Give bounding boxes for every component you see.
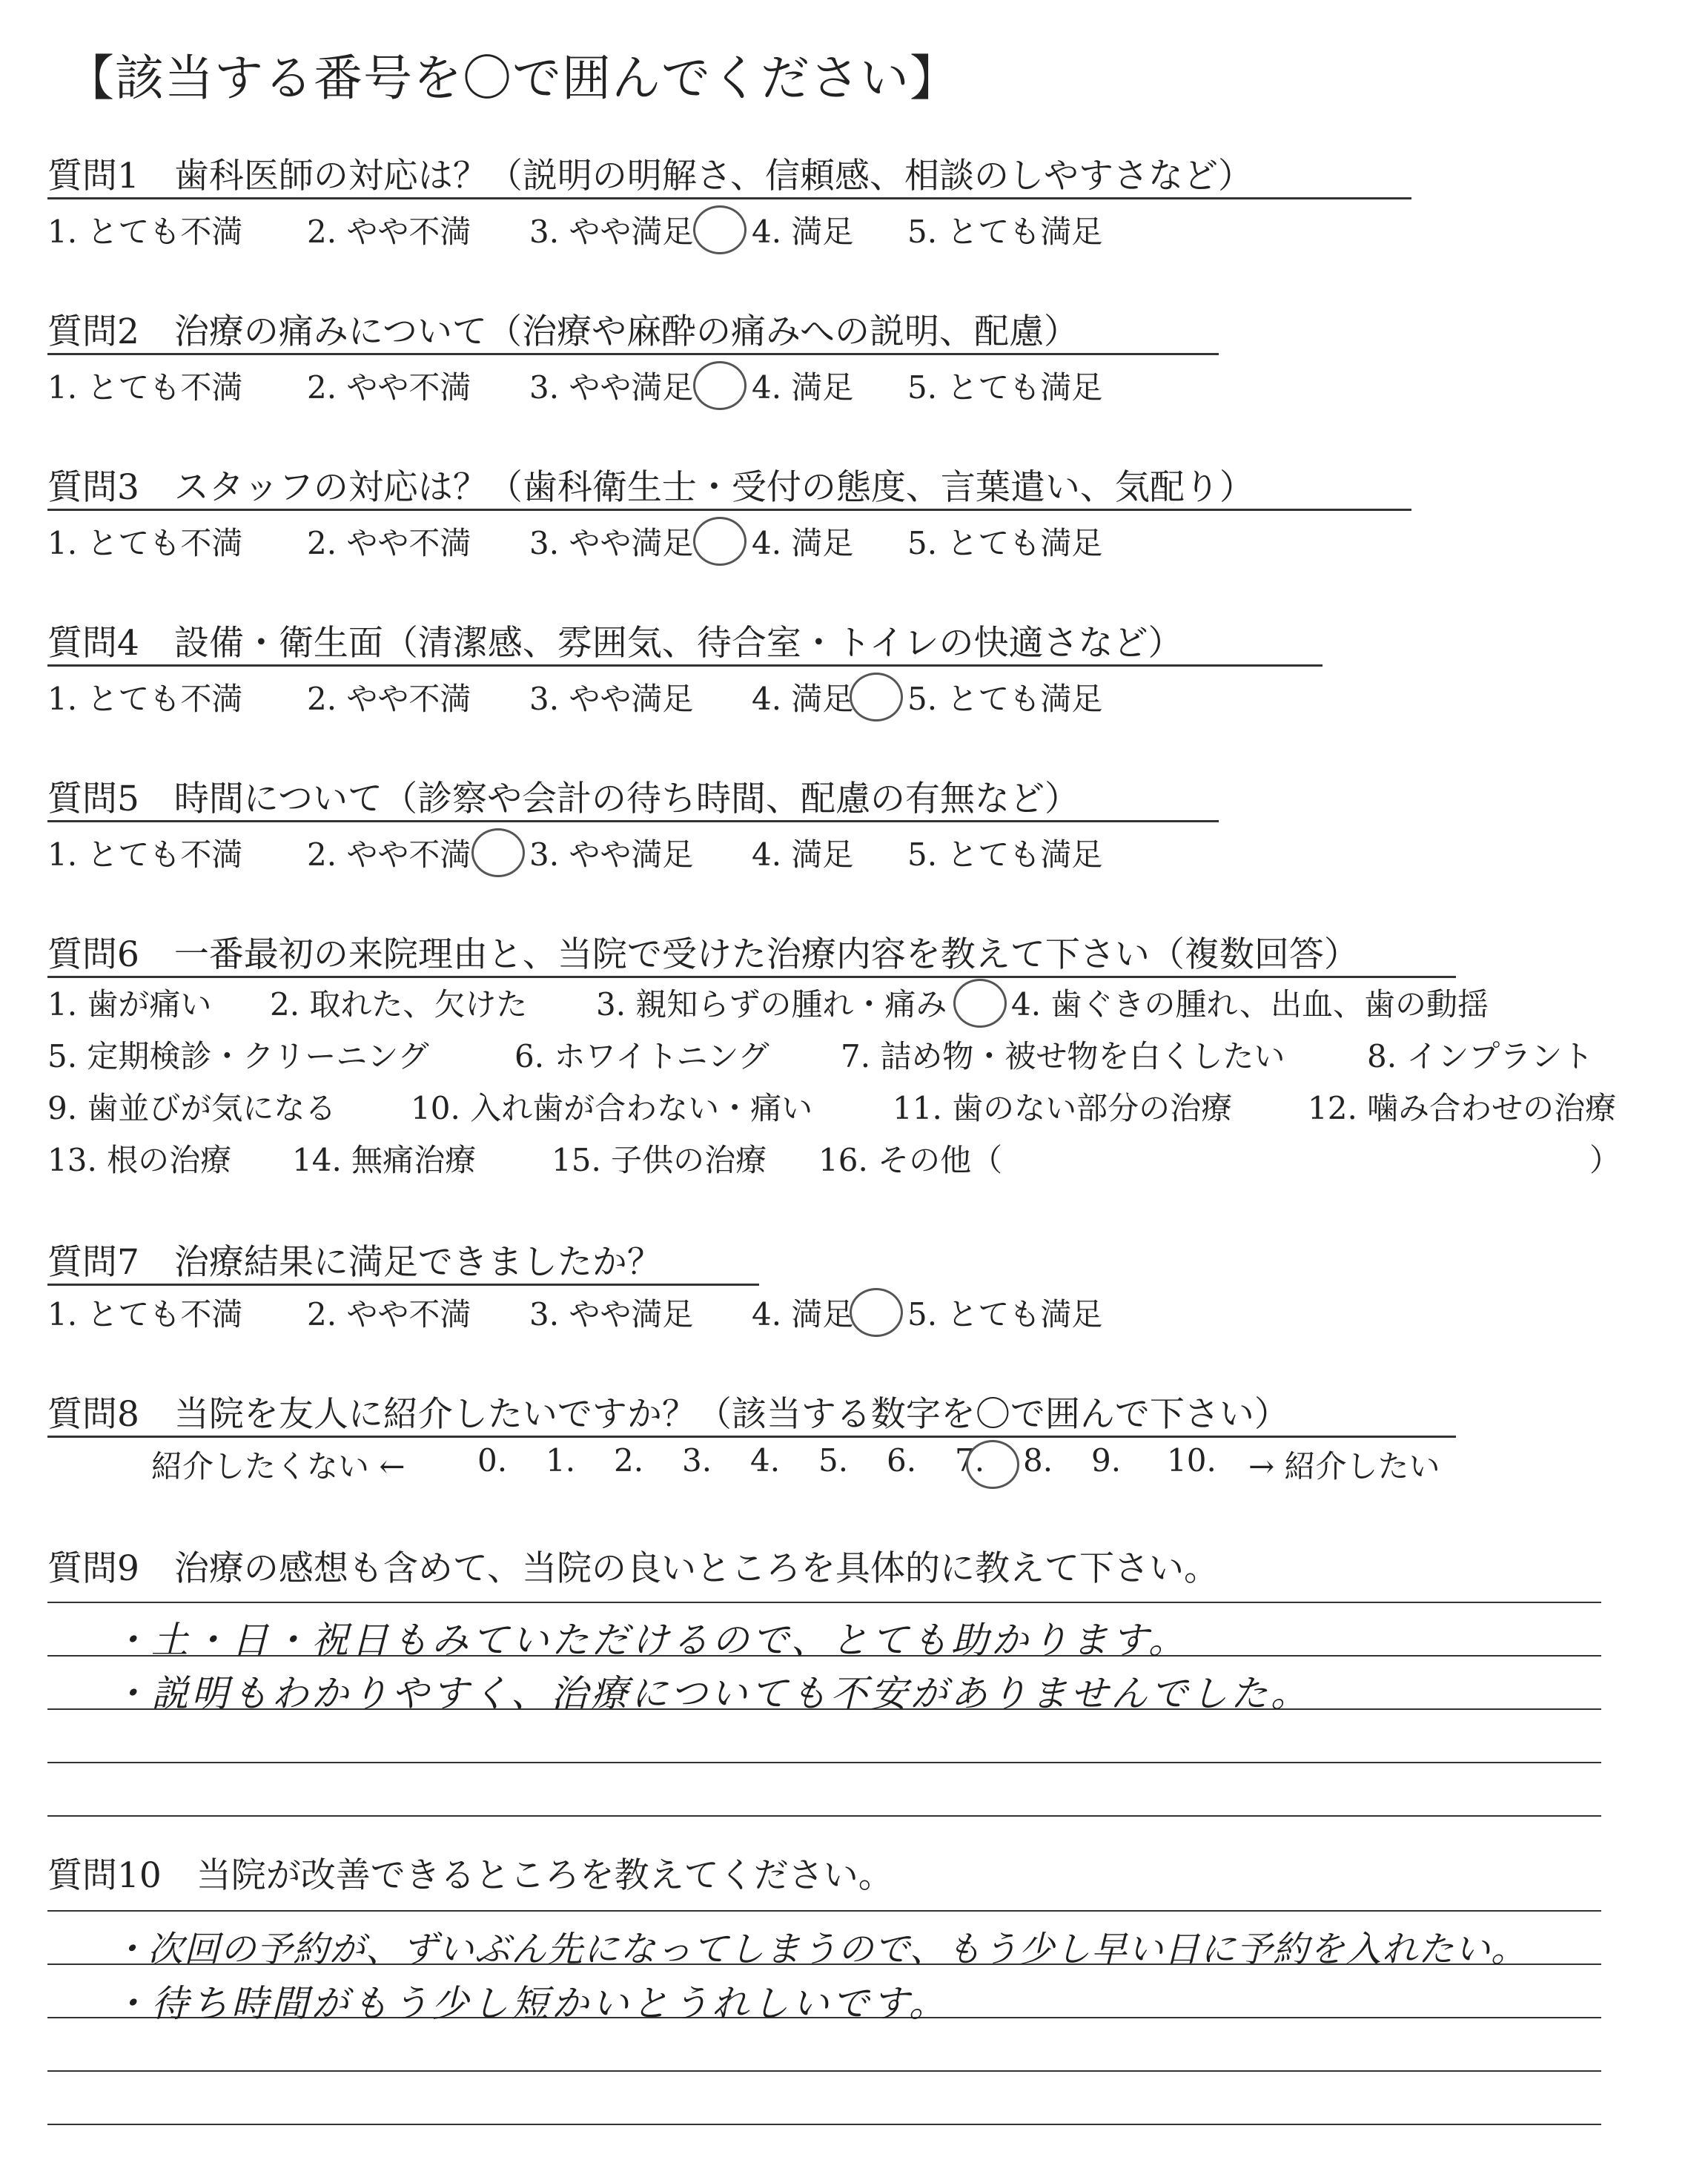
q4-option-1[interactable]: 1. とても不満 <box>47 681 243 717</box>
question-10-title: 質問10 当院が改善できるところを教えてください。 <box>47 1855 893 1896</box>
q7-option-2[interactable]: 2. やや不満 <box>307 1296 471 1332</box>
q7-option-3[interactable]: 3. やや満足 <box>529 1296 694 1332</box>
q8-scale-1[interactable]: 1. <box>546 1442 576 1479</box>
question-1-title: 質問1 歯科医師の対応は？（説明の明解さ、信頼感、相談のしやすさなど） <box>47 156 1254 196</box>
q7-selected-circle <box>850 1288 903 1337</box>
q6-option-11[interactable]: 11. 歯のない部分の治療 <box>893 1090 1233 1126</box>
q8-scale-7[interactable]: 7. <box>955 1442 985 1479</box>
q5-option-3[interactable]: 3. やや満足 <box>529 836 694 873</box>
q8-scale-10[interactable]: 10. <box>1167 1442 1217 1479</box>
q3-option-5[interactable]: 5. とても満足 <box>907 525 1103 561</box>
question-6-options <box>47 980 1664 1195</box>
q5-option-4[interactable]: 4. 満足 <box>752 836 854 873</box>
q8-scale-4[interactable]: 4. <box>750 1442 781 1479</box>
question-2-underline <box>47 353 1219 355</box>
q6-other-close-paren: ） <box>1589 1142 1621 1178</box>
q10-answer-line-1 <box>47 1910 1601 1912</box>
question-5-title: 質問5 時間について（診察や会計の待ち時間、配慮の有無など） <box>47 779 1079 819</box>
q6-option-16[interactable]: 16. その他（ <box>818 1142 1003 1178</box>
q6-option-12[interactable]: 12. 噛み合わせの治療 <box>1308 1090 1617 1126</box>
q8-left-label: 紹介したくない ← <box>151 1448 406 1484</box>
q2-option-3[interactable]: 3. やや満足 <box>529 369 694 406</box>
q10-answer-line-4 <box>47 2070 1601 2072</box>
q8-scale-2[interactable]: 2. <box>614 1442 644 1479</box>
q6-option-1[interactable]: 1. 歯が痛い <box>47 986 212 1023</box>
question-8-scale <box>47 1442 1530 1484</box>
q8-right-label: → 紹介したい <box>1248 1448 1440 1484</box>
q9-answer-line-1 <box>47 1602 1601 1603</box>
q6-option-13[interactable]: 13. 根の治療 <box>47 1142 232 1178</box>
question-2-title: 質問2 治療の痛みについて（治療や麻酔の痛みへの説明、配慮） <box>47 311 1079 352</box>
question-7-title: 質問7 治療結果に満足できましたか？ <box>47 1242 662 1283</box>
question-6-title: 質問6 一番最初の来院理由と、当院で受けた治療内容を教えて下さい（複数回答） <box>47 934 1359 975</box>
question-8-underline <box>47 1436 1456 1438</box>
q8-scale-9[interactable]: 9. <box>1091 1442 1122 1479</box>
question-7-underline <box>47 1284 759 1286</box>
q6-option-5[interactable]: 5. 定期検診・クリーニング <box>47 1038 429 1074</box>
q3-option-4[interactable]: 4. 満足 <box>752 525 854 561</box>
q2-option-2[interactable]: 2. やや不満 <box>307 369 471 406</box>
q6-option-7[interactable]: 7. 詰め物・被せ物を白くしたい <box>841 1038 1285 1074</box>
question-8-title: 質問8 当院を友人に紹介したいですか？（該当する数字を〇で囲んで下さい） <box>47 1394 1289 1435</box>
question-6-underline <box>47 976 1456 978</box>
q4-option-3[interactable]: 3. やや満足 <box>529 681 694 717</box>
question-3-title: 質問3 スタッフの対応は？（歯科衛生士・受付の態度、言葉遣い、気配り） <box>47 467 1254 508</box>
q9-answer-2: ・説明もわかりやすく、治療についても不安がありませんでした。 <box>111 1672 1311 1715</box>
q4-option-4[interactable]: 4. 満足 <box>752 681 854 717</box>
question-1-underline <box>47 197 1411 199</box>
q8-scale-3[interactable]: 3. <box>682 1442 712 1479</box>
q6-option-6[interactable]: 6. ホワイトニング <box>514 1038 769 1074</box>
q9-answer-1: ・土・日・祝日もみていただけるので、とても助かります。 <box>111 1619 1188 1662</box>
q6-option-4[interactable]: 4. 歯ぐきの腫れ、出血、歯の動揺 <box>1011 986 1489 1023</box>
q7-option-1[interactable]: 1. とても不満 <box>47 1296 243 1332</box>
q8-scale-0[interactable]: 0. <box>477 1442 508 1479</box>
q5-option-2[interactable]: 2. やや不満 <box>307 836 471 873</box>
q1-option-4[interactable]: 4. 満足 <box>752 214 854 250</box>
q7-option-4[interactable]: 4. 満足 <box>752 1296 854 1332</box>
q3-option-1[interactable]: 1. とても不満 <box>47 525 243 561</box>
q6-selected-circle <box>953 979 1007 1028</box>
q3-selected-circle <box>693 517 747 566</box>
q3-option-2[interactable]: 2. やや不満 <box>307 525 471 561</box>
q4-option-5[interactable]: 5. とても満足 <box>907 681 1103 717</box>
q2-option-4[interactable]: 4. 満足 <box>752 369 854 406</box>
q2-selected-circle <box>693 361 747 410</box>
q7-option-5[interactable]: 5. とても満足 <box>907 1296 1103 1332</box>
q1-selected-circle <box>693 205 747 254</box>
q5-option-5[interactable]: 5. とても満足 <box>907 836 1103 873</box>
q6-option-10[interactable]: 10. 入れ歯が合わない・痛い <box>411 1090 813 1126</box>
q3-option-3[interactable]: 3. やや満足 <box>529 525 694 561</box>
q8-scale-6[interactable]: 6. <box>887 1442 917 1479</box>
q5-option-1[interactable]: 1. とても不満 <box>47 836 243 873</box>
question-3-underline <box>47 509 1411 511</box>
question-9-title: 質問9 治療の感想も含めて、当院の良いところを具体的に教えて下さい。 <box>47 1548 1219 1589</box>
q2-option-1[interactable]: 1. とても不満 <box>47 369 243 406</box>
question-4-title: 質問4 設備・衛生面（清潔感、雰囲気、待合室・トイレの快適さなど） <box>47 623 1183 664</box>
q6-option-15[interactable]: 15. 子供の治療 <box>552 1142 767 1178</box>
q1-option-1[interactable]: 1. とても不満 <box>47 214 243 250</box>
q1-option-5[interactable]: 5. とても満足 <box>907 214 1103 250</box>
q8-scale-5[interactable]: 5. <box>818 1442 849 1479</box>
q1-option-3[interactable]: 3. やや満足 <box>529 214 694 250</box>
q10-answer-2: ・待ち時間がもう少し短かいとうれしいです。 <box>111 1982 949 2025</box>
question-5-underline <box>47 820 1219 822</box>
q4-selected-circle <box>850 673 903 721</box>
q10-answer-1: ・次回の予約が、ずいぶん先になってしまうので、もう少し早い日に予約を入れたい。 <box>111 1929 1528 1970</box>
q6-option-2[interactable]: 2. 取れた、欠けた <box>270 986 528 1023</box>
q9-answer-line-4 <box>47 1762 1601 1763</box>
q6-option-8[interactable]: 8. インプラント <box>1367 1038 1594 1074</box>
q5-selected-circle <box>471 828 525 877</box>
q8-scale-8[interactable]: 8. <box>1023 1442 1053 1479</box>
q6-option-3[interactable]: 3. 親知らずの腫れ・痛み <box>596 986 947 1023</box>
page-heading: 【該当する番号を〇で囲んでください】 <box>65 50 959 107</box>
q6-option-9[interactable]: 9. 歯並びが気になる <box>47 1090 337 1126</box>
q8-selected-circle <box>966 1440 1019 1489</box>
question-4-underline <box>47 664 1323 667</box>
q1-option-2[interactable]: 2. やや不満 <box>307 214 471 250</box>
q10-answer-line-5 <box>47 2124 1601 2125</box>
q4-option-2[interactable]: 2. やや不満 <box>307 681 471 717</box>
q2-option-5[interactable]: 5. とても満足 <box>907 369 1103 406</box>
q9-answer-line-5 <box>47 1815 1601 1817</box>
q6-option-14[interactable]: 14. 無痛治療 <box>292 1142 477 1178</box>
